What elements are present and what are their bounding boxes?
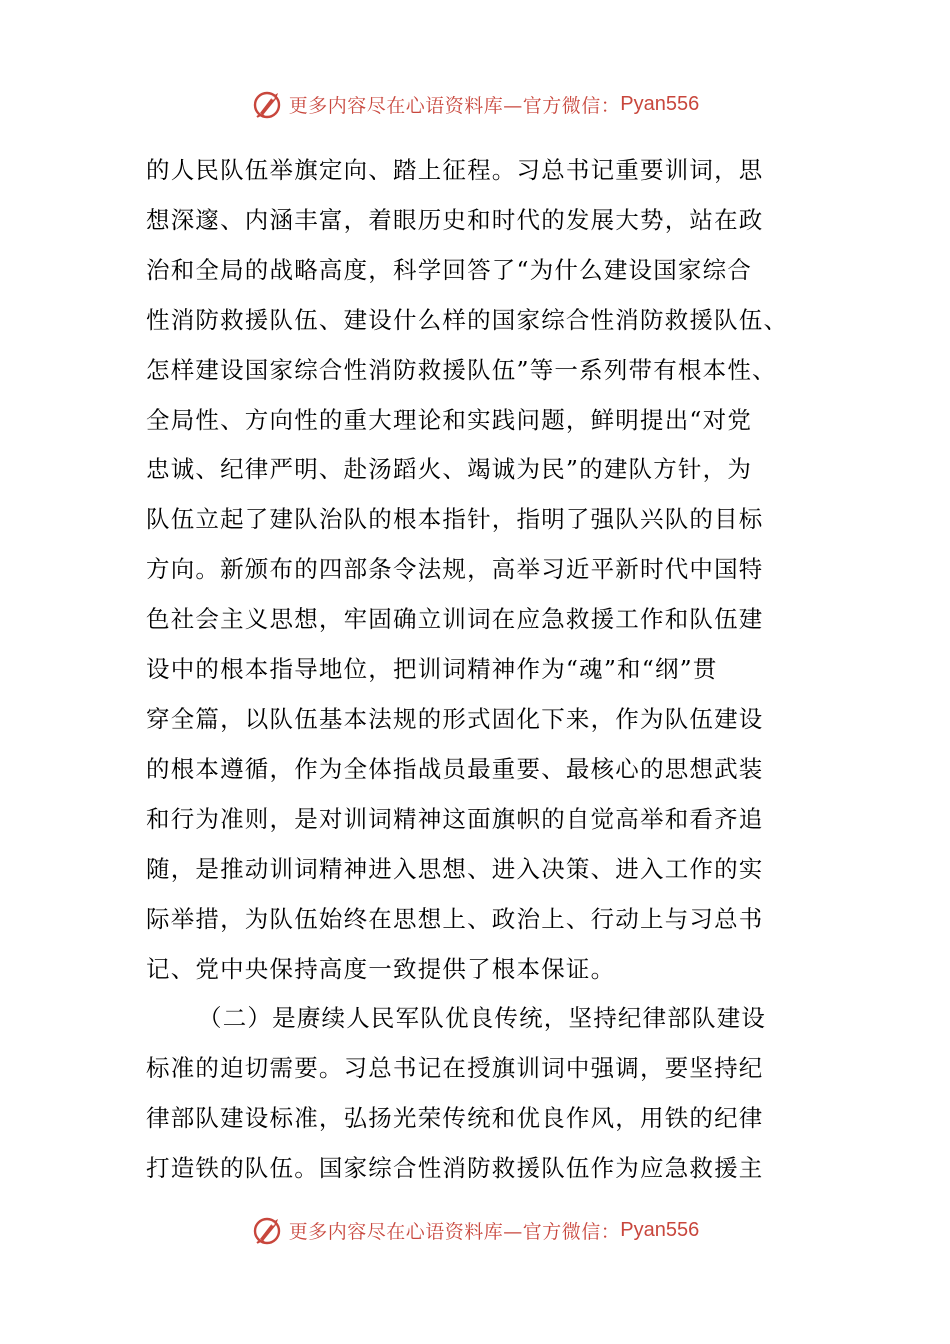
text-line: 记、党中央保持高度一致提供了根本保证。 bbox=[146, 954, 616, 983]
banner-wechat-id: Pyan556 bbox=[620, 92, 700, 115]
banner-wechat-id: Pyan556 bbox=[620, 1218, 700, 1241]
pen-nib-circle-logo-icon bbox=[251, 87, 285, 121]
header-banner bbox=[0, 84, 950, 124]
banner-wechat-label: 官方微信： bbox=[522, 94, 621, 117]
text-line: 队伍立起了建队治队的根本指针，指明了强队兴队的目标 bbox=[146, 505, 764, 534]
text-line: 和行为准则，是对训词精神这面旗帜的自觉高举和看齐追 bbox=[146, 804, 764, 833]
banner-text: 更多内容尽在心语资料库— bbox=[288, 1220, 523, 1243]
text-line: 治和全局的战略高度，科学回答了“为什么建设国家综合 bbox=[146, 255, 753, 284]
text-line: 穿全篇，以队伍基本法规的形式固化下来，作为队伍建设 bbox=[146, 704, 764, 733]
text-line: 随，是推动训词精神进入思想、进入决策、进入工作的实 bbox=[146, 854, 764, 883]
text-line: 的根本遵循，作为全体指战员最重要、最核心的思想武装 bbox=[146, 754, 764, 783]
text-line: 怎样建设国家综合性消防救援队伍”等一系列带有根本性、 bbox=[146, 355, 777, 384]
text-line: 打造铁的队伍。国家综合性消防救援队伍作为应急救援主 bbox=[146, 1154, 764, 1183]
text-line: 设中的根本指导地位，把训词精神作为“魂”和“纲”贯 bbox=[146, 655, 718, 684]
footer-banner bbox=[0, 1210, 950, 1250]
pen-nib-circle-logo-icon bbox=[251, 1213, 285, 1247]
text-line: 色社会主义思想，牢固确立训词在应急救援工作和队伍建 bbox=[146, 605, 764, 634]
text-line: 标准的迫切需要。习总书记在授旗训词中强调，要坚持纪 bbox=[146, 1054, 764, 1083]
text-line: 律部队建设标准，弘扬光荣传统和优良作风，用铁的纪律 bbox=[146, 1104, 764, 1133]
body-text bbox=[146, 146, 806, 1194]
banner-text: 更多内容尽在心语资料库— bbox=[288, 94, 523, 117]
text-line: 际举措，为队伍始终在思想上、政治上、行动上与习总书 bbox=[146, 904, 764, 933]
banner-wechat-label: 官方微信： bbox=[522, 1220, 621, 1243]
section-heading-line: （二）是赓续人民军队优良传统，坚持纪律部队建设 bbox=[198, 1004, 767, 1033]
text-line: 忠诚、纪律严明、赴汤蹈火、竭诚为民”的建队方针，为 bbox=[146, 455, 753, 484]
text-line: 的人民队伍举旗定向、踏上征程。习总书记重要训词，思 bbox=[146, 156, 764, 184]
text-line: 想深邃、内涵丰富，着眼历史和时代的发展大势，站在政 bbox=[146, 205, 764, 234]
text-line: 性消防救援队伍、建设什么样的国家综合性消防救援队伍、 bbox=[146, 305, 789, 334]
text-line: 方向。新颁布的四部条令法规，高举习近平新时代中国特 bbox=[146, 555, 764, 584]
text-line: 全局性、方向性的重大理论和实践问题，鲜明提出“对党 bbox=[146, 405, 753, 434]
